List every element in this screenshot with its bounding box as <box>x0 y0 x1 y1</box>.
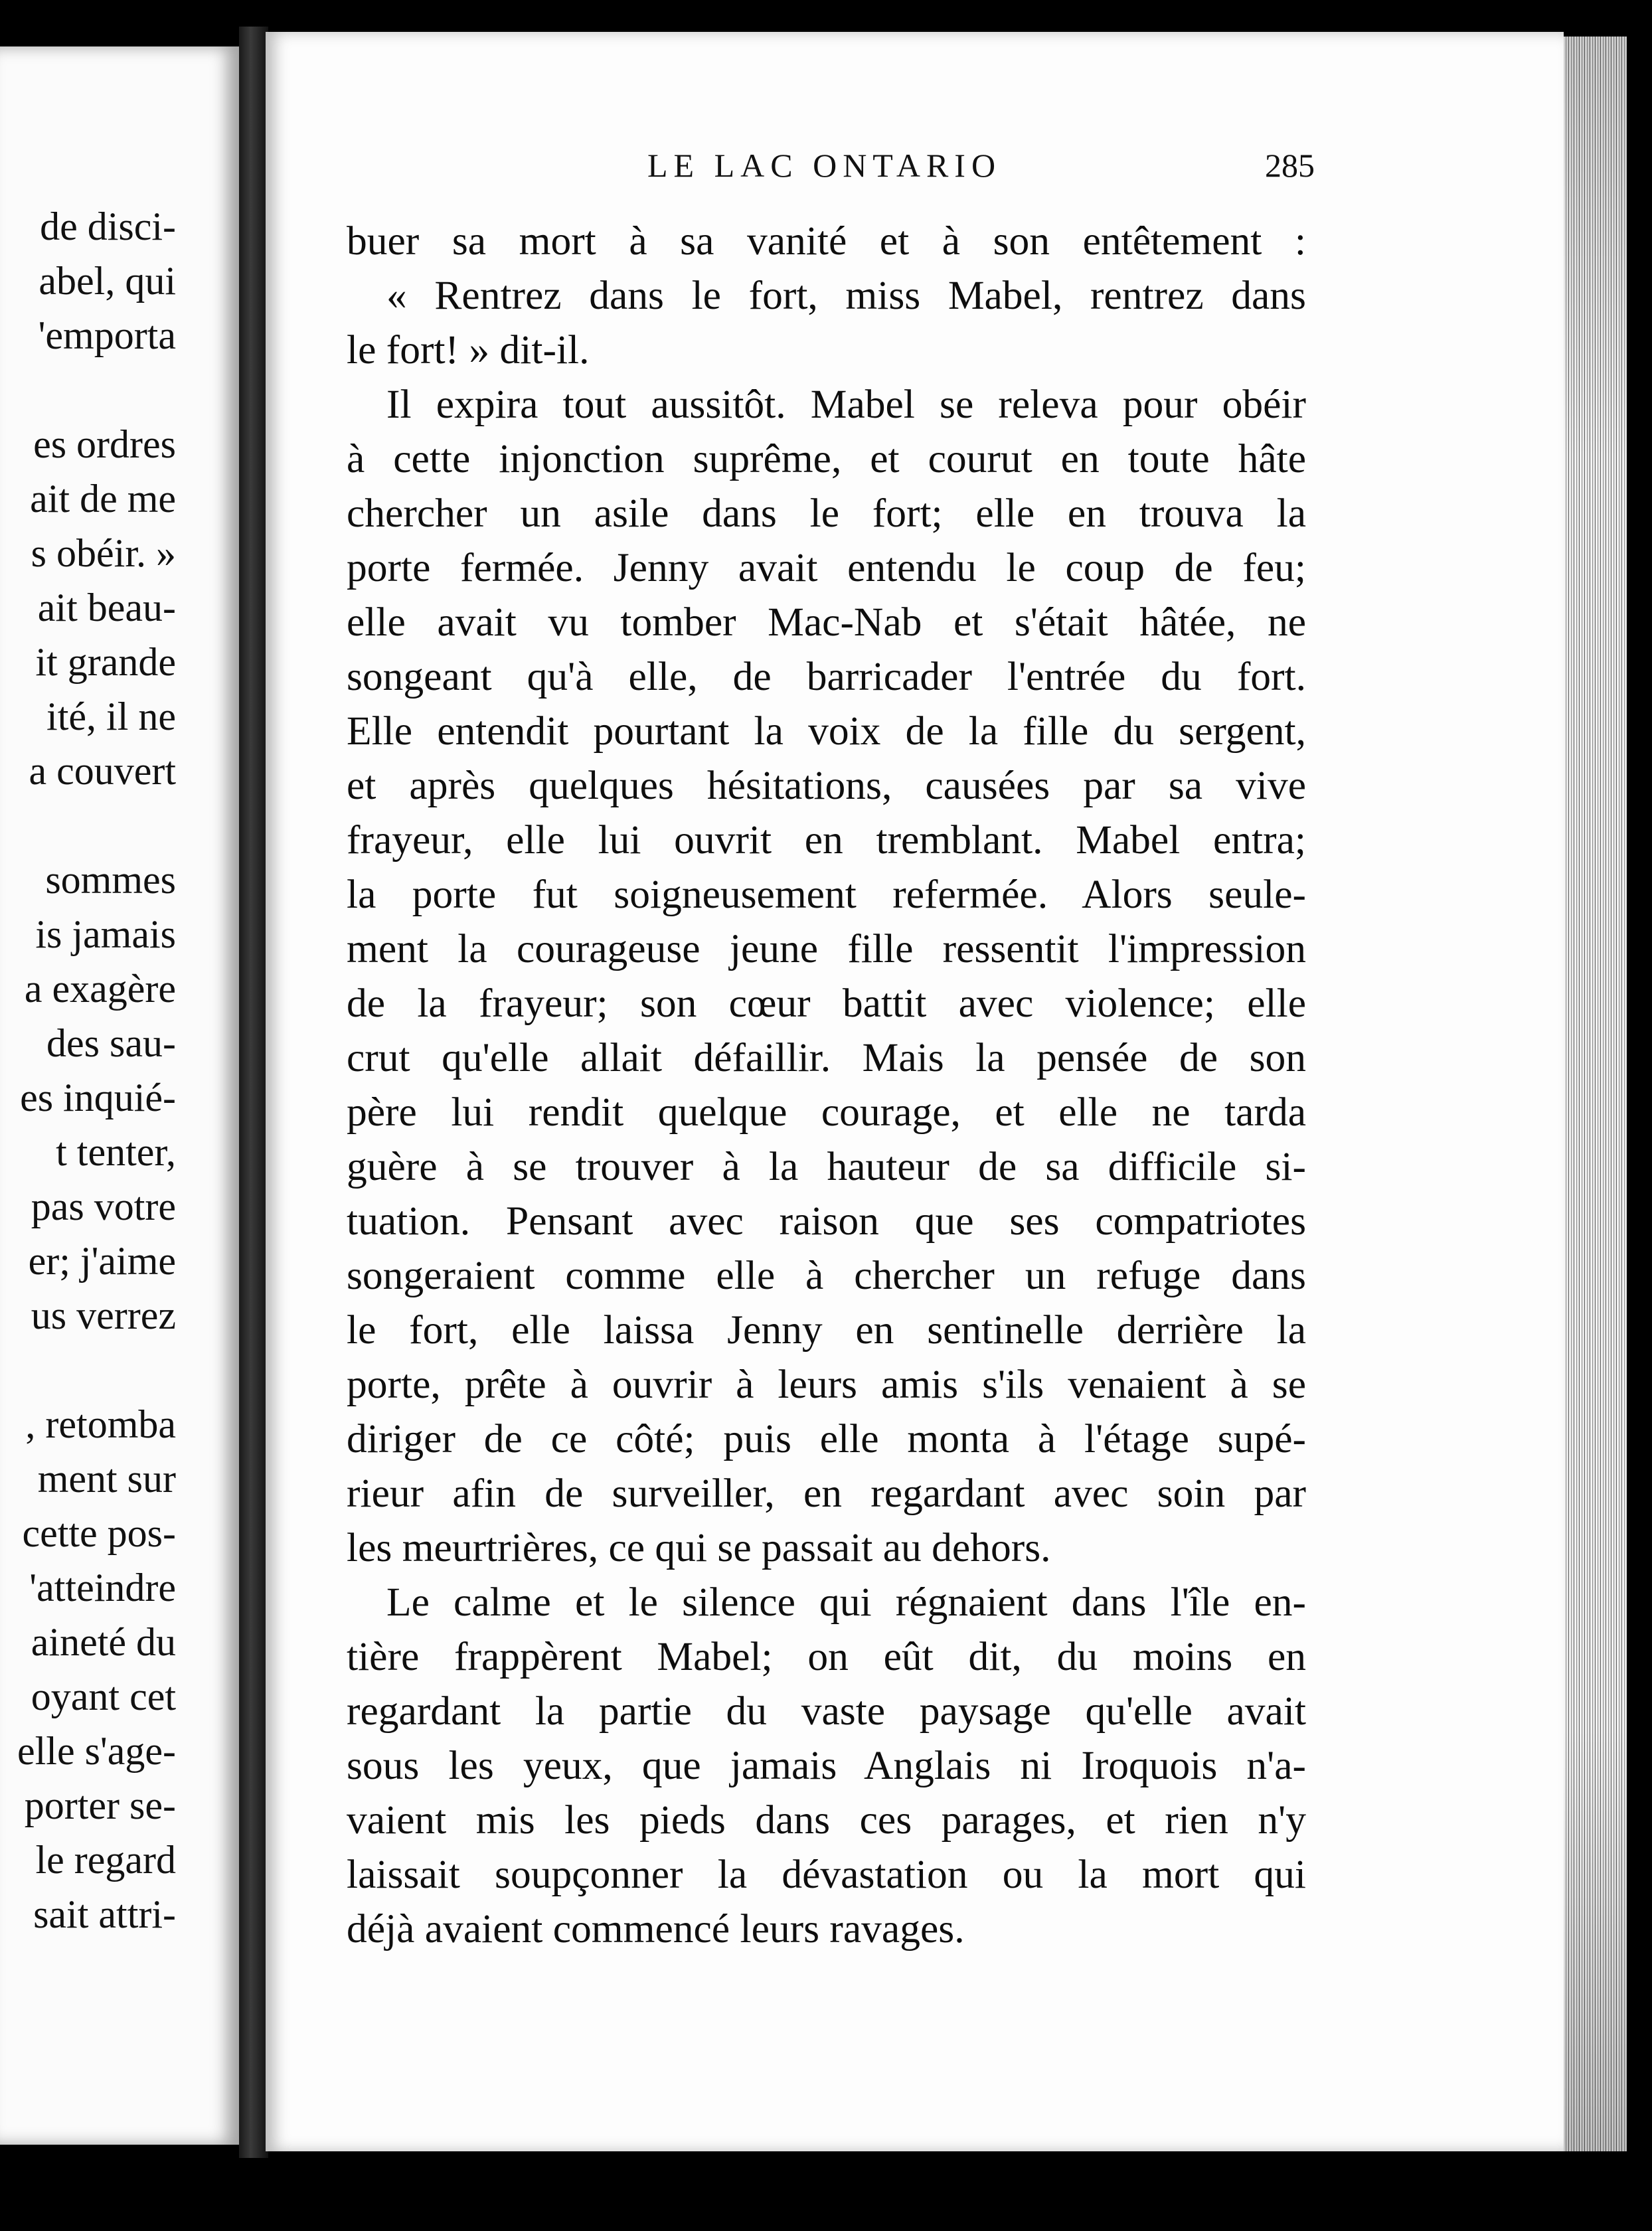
text-line: le fort, elle laissa Jenny en sentinelle derrière la <box>347 1307 1306 1353</box>
text-line: et après quelques hésitations, causées par sa vive <box>347 763 1306 808</box>
text-line: la porte fut soigneusement refermée. Alors seule- <box>347 872 1306 917</box>
left-page-line: a couvert <box>29 749 176 793</box>
left-facing-page <box>0 46 239 2145</box>
text-line: chercher un asile dans le fort; elle en trouva la <box>347 491 1306 536</box>
left-page-line: t tenter, <box>56 1130 176 1174</box>
left-page-line: sommes <box>45 858 176 902</box>
text-line: Il expira tout aussitôt. Mabel se releva pour obéir <box>386 382 1306 427</box>
text-line: buer sa mort à sa vanité et à son entêtement : <box>347 218 1306 264</box>
text-line: rieur afin de surveiller, en regardant avec soin par <box>347 1471 1306 1516</box>
text-line: diriger de ce côté; puis elle monta à l'étage supé- <box>347 1416 1306 1461</box>
page-header <box>345 146 1315 193</box>
text-line: les meurtrières, ce qui se passait au dehors. <box>347 1525 1051 1570</box>
book-gutter <box>239 27 268 2158</box>
left-page-line: it grande <box>35 640 176 684</box>
left-page-line: is jamais <box>35 912 176 956</box>
left-page-line: porter se- <box>24 1783 176 1827</box>
left-page-line: , retomba <box>25 1402 176 1446</box>
left-page-line: ait de me <box>30 477 176 521</box>
text-line: elle avait vu tomber Mac-Nab et s'était hâtée, ne <box>347 600 1306 645</box>
left-page-gap <box>17 798 176 853</box>
left-page-line: des sau- <box>46 1021 176 1065</box>
left-page-line: er; j'aime <box>28 1239 176 1283</box>
text-line: regardant la partie du vaste paysage qu'elle avait <box>347 1689 1306 1734</box>
left-page-line: 'emporta <box>38 313 176 357</box>
text-line: tuation. Pensant avec raison que ses compatriotes <box>347 1198 1306 1244</box>
left-page-line: aineté du <box>31 1620 176 1664</box>
left-page-line: sait attri- <box>33 1892 176 1936</box>
left-page-line: cette pos- <box>22 1511 176 1555</box>
page-fore-edge <box>1564 37 1627 2151</box>
text-line: laissait soupçonner la dévastation ou la mort qui <box>347 1852 1306 1897</box>
left-page-line: es inquié- <box>20 1076 176 1119</box>
left-page-line: elle s'age- <box>17 1729 176 1773</box>
left-page-line: a exagère <box>24 967 176 1011</box>
text-line: de la frayeur; son cœur battit avec violence; elle <box>347 981 1306 1026</box>
left-page-line: 'atteindre <box>29 1566 176 1610</box>
left-page-line: ait beau- <box>37 586 176 629</box>
running-title: LE LAC ONTARIO <box>647 147 1002 184</box>
text-line: porte fermée. Jenny avait entendu le coup de feu; <box>347 545 1306 590</box>
body-text <box>347 214 1306 1956</box>
text-line: vaient mis les pieds dans ces parages, et rien n'y <box>347 1797 1306 1843</box>
left-page-text <box>17 199 176 1942</box>
text-line: guère à se trouver à la hauteur de sa difficile si- <box>347 1144 1306 1189</box>
text-line: tière frappèrent Mabel; on eût dit, du moins en <box>347 1634 1306 1679</box>
text-line: songeant qu'à elle, de barricader l'entrée du fort. <box>347 654 1306 699</box>
page-number: 285 <box>1265 147 1315 184</box>
text-line: songeraient comme elle à chercher un refuge dans <box>347 1253 1306 1298</box>
text-line: porte, prête à ouvrir à leurs amis s'ils venaient à se <box>347 1362 1306 1407</box>
left-page-line: us verrez <box>31 1293 176 1337</box>
left-page-line: abel, qui <box>39 259 176 303</box>
text-line: père lui rendit quelque courage, et elle ne tarda <box>347 1090 1306 1135</box>
left-page-line: le regard <box>35 1838 176 1882</box>
text-line: crut qu'elle allait défaillir. Mais la pensée de son <box>347 1035 1306 1080</box>
text-line: « Rentrez dans le fort, miss Mabel, rentrez dans <box>386 273 1306 318</box>
left-page-gap <box>17 363 176 417</box>
text-line: sous les yeux, que jamais Anglais ni Iroquois n'a- <box>347 1743 1306 1788</box>
left-page-line: oyant cet <box>31 1675 176 1718</box>
left-page-line: pas votre <box>31 1185 176 1228</box>
left-page-line: de disci- <box>40 205 176 248</box>
left-page-line: s obéir. » <box>31 531 176 575</box>
left-page-line: ité, il ne <box>46 695 176 738</box>
text-line: le fort! » dit-il. <box>347 327 590 372</box>
text-line: ment la courageuse jeune fille ressentit l'impression <box>347 926 1306 971</box>
text-line: frayeur, elle lui ouvrit en tremblant. Mabel entra; <box>347 817 1306 863</box>
left-page-line: es ordres <box>33 422 176 466</box>
left-page-line: ment sur <box>37 1457 176 1501</box>
left-page-gap <box>17 1343 176 1397</box>
text-line: Le calme et le silence qui régnaient dans l'île en- <box>386 1580 1306 1625</box>
text-line: Elle entendit pourtant la voix de la fille du sergent, <box>347 708 1306 754</box>
text-line: à cette injonction suprême, et courut en toute hâte <box>347 436 1306 481</box>
text-line: déjà avaient commencé leurs ravages. <box>347 1906 965 1951</box>
